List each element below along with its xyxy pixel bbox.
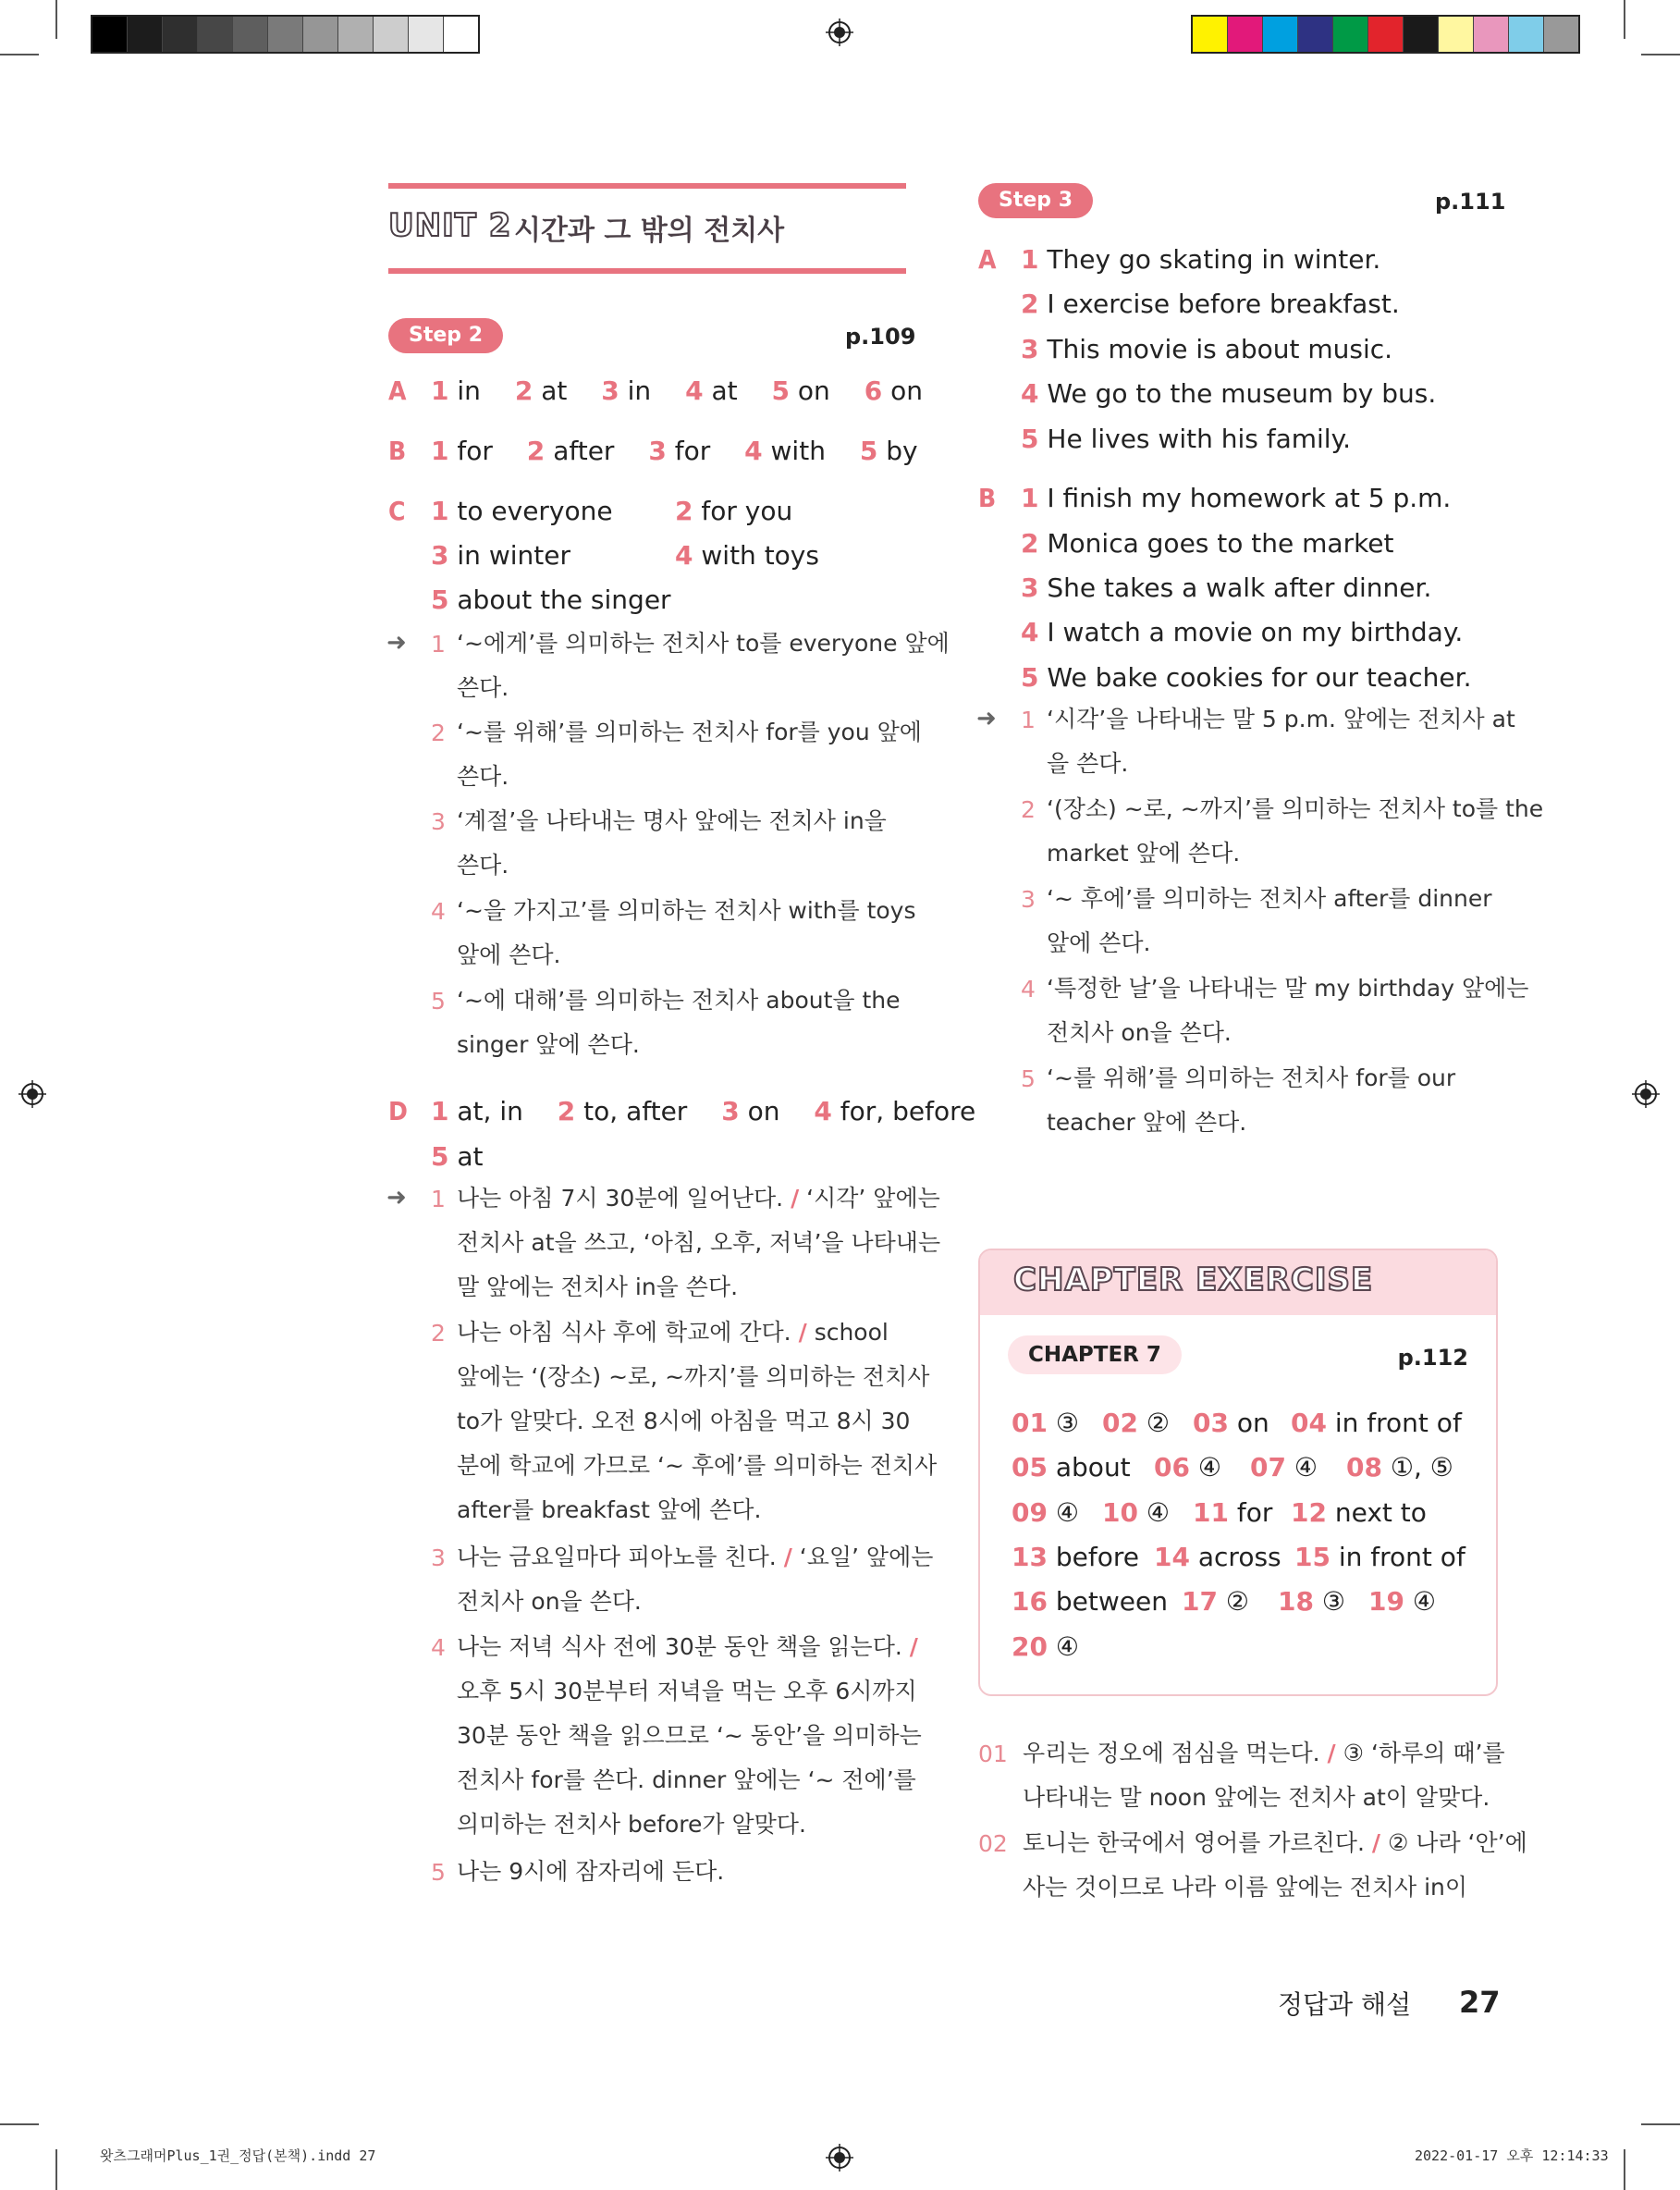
section-b-letter: B [388, 436, 407, 466]
unit-badge: UNIT 2 [388, 207, 512, 244]
step-3-a-answer-2: 2 I exercise before breakfast. [1021, 289, 1400, 319]
step-3-page-ref: p.111 [1435, 189, 1506, 215]
chapter-answer-row: 01 ③ 02 ② 03 on 04 in front of [1012, 1408, 1462, 1438]
step-3-a-answer-1: 1 They go skating in winter. [1021, 244, 1381, 275]
explanation-text: 토니는 한국에서 영어를 가르친다. / ② 나라 ‘안’에 사는 것이므로 나라 이름 앞에는 전치사 in이 [1023, 1829, 1527, 1901]
explanation-text: ‘특정한 날’을 나타내는 말 my birthday 앞에는 전치사 on을 쓴다. [1047, 975, 1529, 1046]
explanation-text: ‘~를 위해’를 의미하는 전치사 for를 you 앞에 쓴다. [457, 719, 922, 790]
explanation-number: 4 [1021, 976, 1036, 1003]
explanation-number: 3 [431, 808, 446, 835]
explanation-number: 2 [431, 1320, 446, 1347]
crop-mark [1641, 2123, 1680, 2125]
color-swatch [163, 17, 198, 52]
explanation-number: 1 [1021, 707, 1036, 733]
crop-mark [0, 2123, 39, 2125]
color-swatch [92, 17, 128, 52]
explanation-text: ‘~을 가지고’를 의미하는 전치사 with를 toys 앞에 쓴다. [457, 897, 916, 968]
slug-filename: 왓츠그래머Plus_1권_정답(본책).indd 27 [100, 2147, 376, 2164]
color-swatch [1509, 17, 1544, 52]
step-2-page-ref: p.109 [845, 324, 916, 350]
explanation-number: 1 [431, 1186, 446, 1212]
color-swatch [1193, 17, 1228, 52]
color-swatch [1404, 17, 1439, 52]
section-c-answer-2: 2 for you [675, 496, 793, 526]
color-swatch [303, 17, 338, 52]
color-swatch [1333, 17, 1368, 52]
color-swatch-bar [1191, 15, 1580, 54]
chapter-exercise-title: CHAPTER EXERCISE [1013, 1261, 1374, 1298]
explanation-number: 1 [431, 631, 446, 658]
step-3-a-answer-5: 5 He lives with his family. [1021, 424, 1352, 454]
crop-mark [0, 54, 39, 55]
step-3-pill: Step 3 [978, 183, 1093, 218]
explanation-number: 5 [431, 988, 446, 1015]
registration-mark-icon [1632, 1080, 1660, 1108]
section-a-letter: A [388, 375, 407, 406]
explanation-text: ‘(장소) ~로, ~까지’를 의미하는 전치사 to를 the market 앞에 쓴다. [1047, 795, 1544, 867]
explanation-number: 2 [431, 720, 446, 746]
color-swatch [128, 17, 163, 52]
page-number: 27 [1459, 1985, 1501, 2020]
chapter-answer-row: 20 ④ [1012, 1631, 1079, 1662]
explanation-number: 5 [431, 1859, 446, 1886]
explanation-text: ‘~에 대해’를 의미하는 전치사 about을 the singer 앞에 쓴다. [457, 987, 901, 1058]
explanation-number: 02 [978, 1830, 1008, 1857]
color-swatch [409, 17, 444, 52]
crop-mark [1641, 54, 1680, 55]
explanation-number: 3 [431, 1544, 446, 1571]
step-3-section-a-letter: A [978, 244, 997, 275]
gray-swatch-bar [91, 15, 480, 54]
color-swatch [1368, 17, 1404, 52]
chapter-exercise-page-ref: p.112 [1397, 1345, 1468, 1371]
color-swatch [1439, 17, 1474, 52]
color-swatch [1298, 17, 1333, 52]
chapter-answer-row: 09 ④ 10 ④ 11 for 12 next to [1012, 1497, 1427, 1528]
arrow-right-icon: ➜ [386, 1184, 407, 1212]
explanation-text: 우리는 정오에 점심을 먹는다. / ③ ‘하루의 때’를 나타내는 말 noon 앞에는 전치사 at이 알맞다. [1023, 1740, 1505, 1811]
step-3-b-answer-1: 1 I finish my homework at 5 p.m. [1021, 483, 1452, 513]
step-3-b-answer-2: 2 Monica goes to the market [1021, 528, 1394, 559]
explanation-number: 4 [431, 898, 446, 925]
explanation-number: 01 [978, 1741, 1008, 1767]
color-swatch [233, 17, 268, 52]
explanation-text: 나는 아침 식사 후에 학교에 간다. / school 앞에는 ‘(장소) ~로, ~까지’를 의미하는 전치사 to가 알맞다. 오전 8시에 아침을 먹고 8시 30 분에 학교에 가므로 ‘~ 후에’를 의미하는 전치사 after를 breakfast 앞에 쓴다. [457, 1319, 938, 1523]
unit-title: 시간과 그 밖의 전치사 [514, 215, 785, 247]
explanation-text: ‘시각’을 나타내는 말 5 p.m. 앞에는 전치사 at 을 쓴다. [1047, 706, 1515, 777]
section-c-answer-4: 4 with toys [675, 540, 819, 571]
chapter-answer-row: 16 between 17 ② 18 ③ 19 ④ [1012, 1586, 1436, 1617]
chapter-pill: CHAPTER 7 [1008, 1335, 1182, 1374]
slug-timestamp: 2022-01-17 오후 12:14:33 [1415, 2147, 1609, 2164]
arrow-right-icon: ➜ [386, 629, 407, 657]
color-swatch [198, 17, 233, 52]
crop-mark [55, 0, 57, 39]
crop-mark [1624, 0, 1625, 39]
chapter-answer-row: 05 about 06 ④ 07 ④ 08 ①, ⑤ [1012, 1452, 1453, 1483]
registration-mark-icon [826, 18, 853, 46]
section-c-letter: C [388, 496, 406, 526]
section-d-answers: 1 at, in 2 to, after 3 on 4 for, before [431, 1096, 976, 1126]
crop-mark [1624, 2149, 1625, 2190]
color-swatch [1263, 17, 1298, 52]
explanation-text: 나는 아침 7시 30분에 일어난다. / ‘시각’ 앞에는 전치사 at을 쓰고, ‘아침, 오후, 저녁’을 나타내는 말 앞에는 전치사 in을 쓴다. [457, 1185, 941, 1300]
section-c-answer-3: 3 in winter [431, 540, 570, 571]
explanation-text: 나는 9시에 잠자리에 든다. [457, 1858, 725, 1885]
explanation-text: ‘~ 후에’를 의미하는 전치사 after를 dinner 앞에 쓴다. [1047, 885, 1492, 956]
chapter-exercise-box [978, 1249, 1498, 1696]
section-d-letter: D [388, 1096, 408, 1126]
step-3-section-b-letter: B [978, 483, 997, 513]
explanation-text: ‘계절’을 나타내는 명사 앞에는 전치사 in을 쓴다. [457, 807, 887, 879]
explanation-number: 5 [1021, 1065, 1036, 1092]
explanation-text: ‘~에게’를 의미하는 전치사 to를 everyone 앞에 쓴다. [457, 630, 950, 701]
explanation-number: 4 [431, 1634, 446, 1661]
section-b-answers: 1 for 2 after 3 for 4 with 5 by [431, 436, 918, 466]
color-swatch [338, 17, 374, 52]
step-3-a-answer-3: 3 This movie is about music. [1021, 334, 1393, 364]
color-swatch [268, 17, 303, 52]
explanation-text: ‘~를 위해’를 의미하는 전치사 for를 our teacher 앞에 쓴다. [1047, 1064, 1456, 1136]
step-3-a-answer-4: 4 We go to the museum by bus. [1021, 378, 1437, 409]
registration-mark-icon [826, 2144, 853, 2172]
unit-bottom-rule [388, 268, 906, 274]
color-swatch [1544, 17, 1578, 52]
color-swatch [374, 17, 409, 52]
color-swatch [1474, 17, 1509, 52]
unit-top-rule [388, 183, 906, 189]
section-c-answer-1: 1 to everyone [431, 496, 613, 526]
crop-mark [55, 2149, 57, 2190]
section-d-answer-5: 5 at [431, 1141, 484, 1172]
color-swatch [1228, 17, 1263, 52]
step-2-pill: Step 2 [388, 318, 503, 353]
chapter-answer-row: 13 before 14 across 15 in front of [1012, 1542, 1465, 1572]
arrow-right-icon: ➜ [976, 705, 997, 732]
section-a-answers: 1 in 2 at 3 in 4 at 5 on 6 on [431, 375, 923, 406]
explanation-text: 나는 저녁 식사 전에 30분 동안 책을 읽는다. / 오후 5시 30분부터 저녁을 먹는 오후 6시까지 30분 동안 책을 읽으므로 ‘~ 동안’을 의미하는 전치사 for를 쓴다. dinner 앞에는 ‘~ 전에’를 의미하는 전치사 before가 알맞다. [457, 1633, 922, 1838]
explanation-text: 나는 금요일마다 피아노를 친다. / ‘요일’ 앞에는 전치사 on을 쓴다. [457, 1544, 934, 1615]
explanation-number: 2 [1021, 796, 1036, 823]
step-3-b-answer-4: 4 I watch a movie on my birthday. [1021, 617, 1464, 647]
step-3-b-answer-5: 5 We bake cookies for our teacher. [1021, 662, 1472, 693]
explanation-number: 3 [1021, 886, 1036, 913]
section-c-answer-5: 5 about the singer [431, 584, 671, 615]
color-swatch [444, 17, 478, 52]
footer-label: 정답과 해설 [1278, 1989, 1412, 2020]
registration-mark-icon [18, 1080, 46, 1108]
step-3-b-answer-3: 3 She takes a walk after dinner. [1021, 572, 1432, 603]
